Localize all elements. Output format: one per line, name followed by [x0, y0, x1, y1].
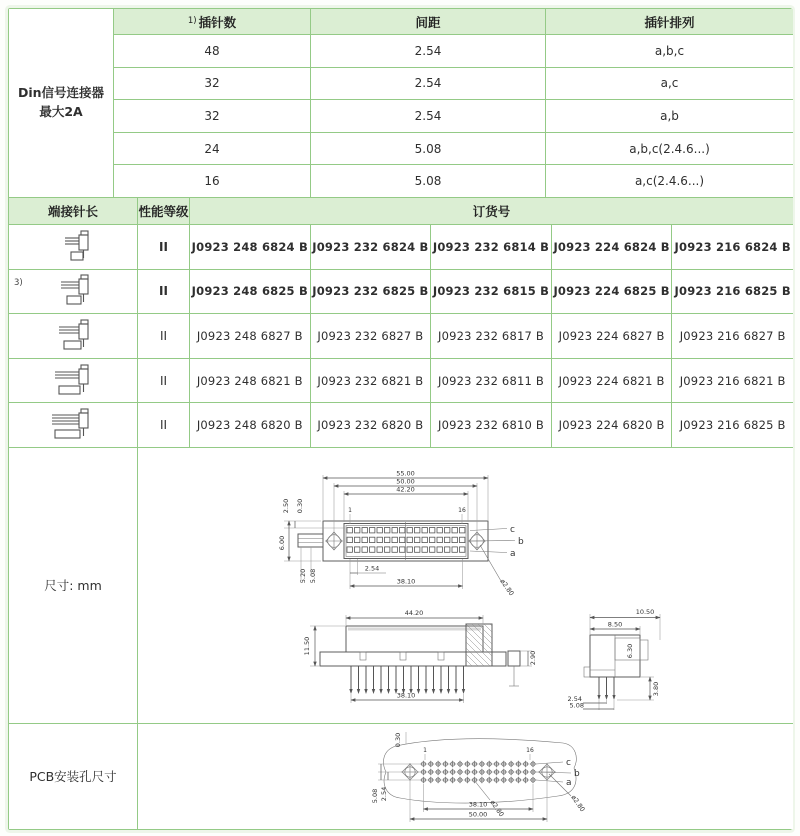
header-pin-count: $^{1)}$ 插针数 [114, 9, 311, 35]
order-number: J0923 216 6825 B [672, 403, 793, 448]
order-number: J0923 248 6820 B [190, 403, 311, 448]
order-number: J0923 232 6817 B [431, 314, 552, 359]
dim-end-pin-len: 3.80 [652, 681, 660, 697]
dim-pitch: 2.54 [364, 564, 380, 573]
front-pin-grid [347, 527, 465, 552]
pin-length-cell [9, 270, 138, 315]
pin-length-icon [50, 406, 96, 444]
row-label-a: a [510, 548, 516, 559]
dimension-drawing-cell [138, 448, 793, 724]
dim-end-depth: 6.30 [626, 643, 634, 659]
pin-length-icon [50, 362, 96, 400]
pcb-view [371, 732, 586, 822]
order-number: J0923 216 6827 B [672, 314, 793, 359]
dim-pcb-hole-dia2: ø2.80 [569, 793, 587, 814]
spec-pitch: 2.54 [311, 100, 546, 133]
datasheet-table [8, 8, 792, 830]
dim-side-tail: 2.90 [529, 650, 537, 666]
side-pin-row [349, 666, 465, 694]
header-grade: 性能等级 [138, 198, 190, 225]
spec-arrangement: a,b,c(2.4.6...) [546, 133, 793, 166]
product-name-cell [9, 9, 114, 198]
dim-total-width: 55.00 [396, 469, 415, 478]
dimension-label: 尺寸: mm [9, 448, 138, 724]
spec-arrangement: a,b [546, 100, 793, 133]
pcb-section [9, 724, 791, 829]
dim-end-pitch1: 2.54 [567, 694, 582, 703]
order-number: J0923 224 6824 B [552, 225, 673, 270]
pin-length-cell [9, 225, 138, 270]
dim-pcb-pin-span: 38.10 [468, 800, 488, 809]
dim-body-height: 6.00 [278, 535, 286, 551]
row-label-c: c [510, 524, 515, 535]
row-label-b: b [518, 536, 524, 547]
order-number: J0923 232 6820 B [311, 403, 432, 448]
order-number: J0923 232 6810 B [431, 403, 552, 448]
dim-pcb-hole-dia1: ø2.80 [488, 798, 506, 819]
spec-arrangement: a,c [546, 68, 793, 101]
spec-pins: 48 [114, 35, 311, 68]
order-number: J0923 232 6825 B [311, 270, 432, 315]
spec-pins: 32 [114, 100, 311, 133]
spec-arrangement: a,c(2.4.6...) [546, 165, 793, 198]
pcb-row-label-b: b [574, 768, 580, 779]
order-number: J0923 232 6814 B [431, 225, 552, 270]
order-number: J0923 224 6827 B [552, 314, 673, 359]
spec-pitch: 5.08 [311, 133, 546, 166]
header-pitch: 间距 [311, 9, 546, 35]
dim-pcb-row-span: 5.08 [371, 788, 379, 804]
grade-cell: II [138, 403, 190, 448]
order-number: J0923 232 6815 B [431, 270, 552, 315]
end-view [568, 608, 660, 710]
order-number: J0923 248 6821 B [190, 359, 311, 404]
pcb-hole-grid [420, 761, 536, 783]
order-number: J0923 224 6821 B [552, 359, 673, 404]
product-name: Din信号连接器 [17, 85, 105, 101]
grade-cell: II [138, 270, 190, 315]
side-view [303, 609, 537, 703]
order-number: J0923 224 6820 B [552, 403, 673, 448]
pcb-drawing-cell [138, 724, 793, 829]
dim-pcb-hole-span: 50.00 [468, 810, 488, 819]
dim-pin-span: 38.10 [396, 577, 416, 586]
header-pin-length: 端接针长 [9, 198, 138, 225]
pin-length-icon [50, 228, 96, 266]
pin-number-first: 1 [348, 506, 352, 514]
dim-inner-width: 42.20 [396, 485, 415, 494]
pin-length-cell [9, 403, 138, 448]
pin-length-icon [50, 317, 96, 355]
grade-cell: II [138, 314, 190, 359]
pin-number-last: 16 [458, 506, 466, 514]
pcb-pin-first: 1 [423, 746, 427, 754]
footnote-1: 1) [187, 15, 197, 26]
dim-side-height: 11.50 [303, 636, 311, 656]
pcb-row-label-c: c [566, 757, 571, 768]
spec-arrangement: a,b,c [546, 35, 793, 68]
dim-pin-offset: 0.30 [296, 498, 304, 514]
dim-side-pin-span: 38.10 [396, 691, 416, 700]
spec-pitch: 2.54 [311, 35, 546, 68]
pcb-row-label-a: a [566, 777, 572, 788]
order-number: J0923 232 6811 B [431, 359, 552, 404]
order-number: J0923 232 6821 B [311, 359, 432, 404]
grade-cell: II [138, 225, 190, 270]
pin-length-icon [50, 272, 96, 310]
dim-hole-dia: ø2.80 [498, 577, 516, 598]
pcb-drawing [138, 724, 793, 829]
order-number: J0923 232 6824 B [311, 225, 432, 270]
order-number: J0923 224 6825 B [552, 270, 673, 315]
grade-cell: II [138, 359, 190, 404]
spec-pitch: 2.54 [311, 68, 546, 101]
header-arrangement: 插针排列 [546, 9, 793, 35]
front-view [278, 469, 524, 597]
spec-pitch: 5.08 [311, 165, 546, 198]
order-number: J0923 232 6827 B [311, 314, 432, 359]
dim-end-body-width: 8.50 [607, 620, 623, 629]
spec-pins: 24 [114, 133, 311, 166]
dim-end-total-width: 10.50 [635, 607, 655, 616]
footnote-3: 3) [14, 277, 23, 288]
dim-pcb-row-pitch: 2.54 [380, 786, 388, 802]
dim-row-offset: 2.50 [282, 498, 290, 514]
spec-pins: 32 [114, 68, 311, 101]
order-number: J0923 216 6825 B [672, 270, 793, 315]
dim-side-width: 44.20 [404, 608, 424, 617]
dim-end-pitch2: 5.08 [569, 701, 584, 710]
pin-length-cell [9, 314, 138, 359]
spec-table [9, 9, 791, 198]
order-number: J0923 248 6827 B [190, 314, 311, 359]
order-number: J0923 216 6821 B [672, 359, 793, 404]
dim-tail2: 5.08 [309, 568, 317, 584]
dim-tail1: 5.20 [299, 568, 307, 584]
spec-pins: 16 [114, 165, 311, 198]
order-number: J0923 248 6824 B [190, 225, 311, 270]
header-order-number: 订货号 [190, 198, 793, 225]
dim-hole-span: 50.00 [396, 477, 415, 486]
order-number: J0923 248 6825 B [190, 270, 311, 315]
pin-length-cell [9, 359, 138, 404]
product-rating: 最大2A [39, 103, 83, 119]
order-number: J0923 216 6824 B [672, 225, 793, 270]
dimension-section [9, 448, 791, 724]
dimension-drawing [138, 448, 793, 724]
dim-pcb-offset: 0.30 [394, 732, 402, 748]
order-table [9, 198, 791, 448]
pcb-label: PCB安装孔尺寸 [9, 724, 138, 829]
pcb-pin-last: 16 [526, 746, 534, 754]
